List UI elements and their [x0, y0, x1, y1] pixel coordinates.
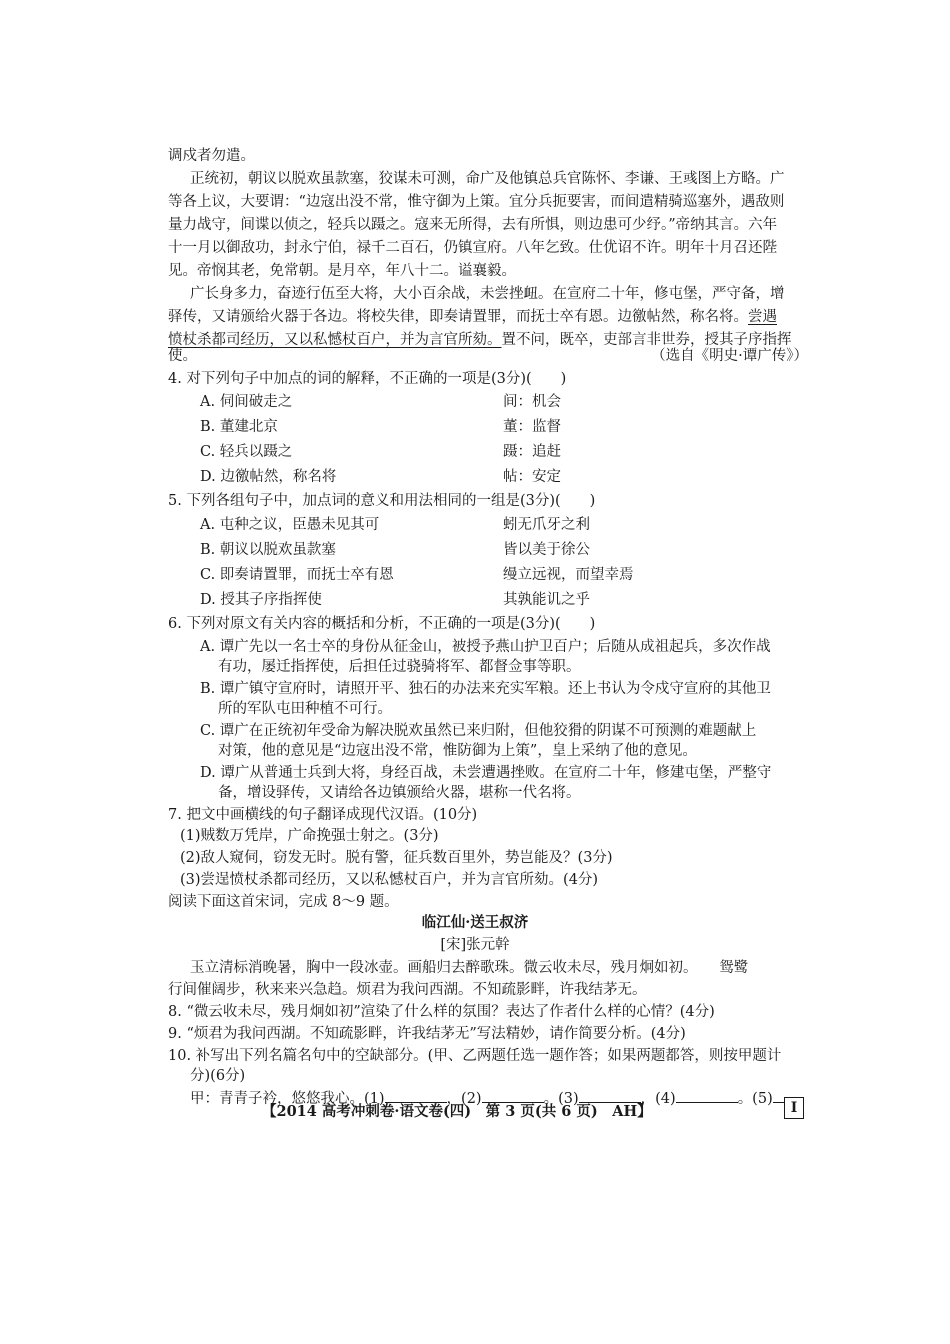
option-right: 间：机会	[503, 394, 561, 410]
option-left: A. 屯种之议，臣愚未见其可	[200, 517, 380, 533]
option-right: 蚓无爪牙之利	[503, 517, 590, 533]
question-stem: 6. 下列对原文有关内容的概括和分析，不正确的一项是(3分)( )	[168, 616, 596, 632]
fill-sep: 。(5)	[737, 1091, 773, 1107]
question-10: 10. 补写出下列名篇名句中的空缺部分。(甲、乙两题任选一题作答；如果两题都答，则按甲题计	[168, 1048, 782, 1064]
answer-blank[interactable]	[773, 1088, 785, 1103]
question-8: 8. “微云收未尽，残月炯如初”渲染了什么样的氛围？表达了作者什么样的心情？(4分)	[168, 1004, 715, 1020]
option-right: 皆以美于徐公	[503, 542, 590, 558]
sub-question: (2)敌人窥伺，窃发无时。脱有警，征兵数百里外，势岂能及？(3分)	[180, 850, 613, 866]
option-text: 所的军队屯田种植不可行。	[218, 701, 392, 717]
passage-line: 见。帝悯其老，免常朝。是月卒，年八十二。谥襄毅。	[168, 263, 516, 279]
fill-sep: 。(3)	[543, 1091, 579, 1107]
passage-line: 十一月以御敌功，封永宁伯，禄千二百石，仍镇宣府。八年乞致。仕优诏不许。明年十月召还陛	[168, 240, 777, 256]
poem-title: 临江仙·送王叔济	[421, 914, 529, 931]
option-left: C. 轻兵以蹑之	[200, 444, 293, 460]
option-right: 董：监督	[503, 419, 561, 435]
poem-line: 行间催阔步，秋来来兴急趋。烦君为我问西湖。不知疏影畔，许我结茅无。	[168, 982, 647, 998]
underlined-sentence: 愤杖杀都司经历，又以私憾杖百户，并为言官所劾。	[168, 332, 502, 348]
poem-intro: 阅读下面这首宋词，完成 8～9 题。	[168, 894, 399, 910]
option-text: 有功，屡迁指挥使，后担任过骁骑将军、都督佥事等职。	[218, 659, 581, 675]
passage-text: 置不问，既卒，吏部言非世券，授其子序指挥	[501, 332, 792, 348]
option-right: 帖：安定	[503, 469, 561, 485]
passage-line: 等各上议，大要谓：“边寇出没不常，惟守御为上策。宜分兵扼要害，而间遣精骑巡塞外，遇敌则	[168, 194, 785, 210]
option-right: 蹑：追赶	[503, 444, 561, 460]
fill-prefix: 甲：青青子衿，悠悠我心。(1)	[190, 1091, 385, 1107]
option-text: 备，增设驿传，又请给各边镇颁给火器，堪称一代名将。	[218, 785, 581, 801]
question-stem: 4. 对下列句子中加点的词的解释，不正确的一项是(3分)( )	[168, 371, 567, 387]
poem-author: [宋]张元幹	[440, 937, 510, 953]
poem-line: 玉立清标消晚暑，胸中一段冰壶。画船归去醉歌珠。微云收未尽，残月炯如初。 鸳鹭	[190, 960, 749, 976]
passage-text: 驿传，又请颁给火器于各边。将校失律，即奏请置罪，而抚士卒有恩。边徼帖然，称名将。	[168, 309, 748, 325]
option-left: B. 董建北京	[200, 419, 278, 435]
option-left: A. 伺间破走之	[200, 394, 293, 410]
option-text: D. 谭广从普通士兵到大将，身经百战，未尝遭遇挫败。在宣府二十年，修建屯堡，严整守	[200, 765, 772, 781]
option-left: C. 即奏请置罪，而抚士卒有恩	[200, 567, 394, 583]
question-10-cont: 分)(6分)	[190, 1068, 246, 1084]
passage-line	[168, 307, 777, 327]
option-left: D. 边徼帖然，称名将	[200, 469, 337, 485]
sub-question: (1)贼数万凭岸，广命挽强士射之。(3分)	[180, 828, 439, 844]
fill-sep: ，(4)	[640, 1091, 676, 1107]
option-right: 其孰能讥之乎	[503, 592, 590, 608]
passage-line: 量力战守，间谍以侦之，轻兵以蹑之。寇来无所得，去有所惧，则边患可少纾。”帝纳其言。六年	[168, 217, 778, 233]
question-stem: 7. 把文中画横线的句子翻译成现代汉语。(10分)	[168, 807, 478, 823]
option-text: 对策，他的意见是“边寇出没不常，惟防御为上策”，皇上采纳了他的意见。	[218, 743, 697, 759]
version-mark: I	[784, 1097, 804, 1119]
fill-sep: ，(2)	[446, 1091, 482, 1107]
option-left: B. 朝议以脱欢虽款塞	[200, 542, 336, 558]
option-text: B. 谭广镇守宣府时，请照开平、独石的办法来充实军粮。还上书认为令戍守宣府的其他卫	[200, 681, 771, 697]
passage-source: （选自《明史·谭广传》）	[651, 348, 808, 364]
passage-line: 正统初，朝议以脱欢虽款塞，狡谋未可测，命广及他镇总兵官陈怀、李谦、王彧图上方略。广	[190, 171, 785, 187]
option-right: 缦立远视，而望幸焉	[503, 567, 634, 583]
question-9: 9. “烦君为我问西湖。不知疏影畔，许我结茅无”写法精妙，请作简要分析。(4分)	[168, 1026, 686, 1042]
underlined-sentence: 尝遇	[748, 309, 777, 325]
answer-blank[interactable]	[676, 1088, 738, 1103]
page-footer: 【2014 高考冲刺卷·语文卷(四) 第 3 页(共 6 页) AH】	[262, 1103, 652, 1120]
option-text: A. 谭广先以一名士卒的身份从征金山，被授予燕山护卫百户；后随从成祖起兵，多次作战	[200, 639, 771, 655]
passage-line: 调戍者勿遣。	[168, 148, 255, 164]
option-left: D. 授其子序指挥使	[200, 592, 322, 608]
question-stem: 5. 下列各组句子中，加点词的意义和用法相同的一组是(3分)( )	[168, 493, 596, 509]
passage-line: 使。	[168, 348, 197, 364]
option-text: C. 谭广在正统初年受命为解决脱欢虽然已来归附，但他狡猾的阴谋不可预测的难题献上	[200, 723, 757, 739]
passage-line: 广长身多力，奋迹行伍至大将，大小百余战，未尝挫衄。在宣府二十年，修屯堡，严守备，增	[190, 286, 785, 302]
sub-question: (3)尝逞愤杖杀都司经历，又以私憾杖百户，并为言官所劾。(4分)	[180, 872, 599, 888]
